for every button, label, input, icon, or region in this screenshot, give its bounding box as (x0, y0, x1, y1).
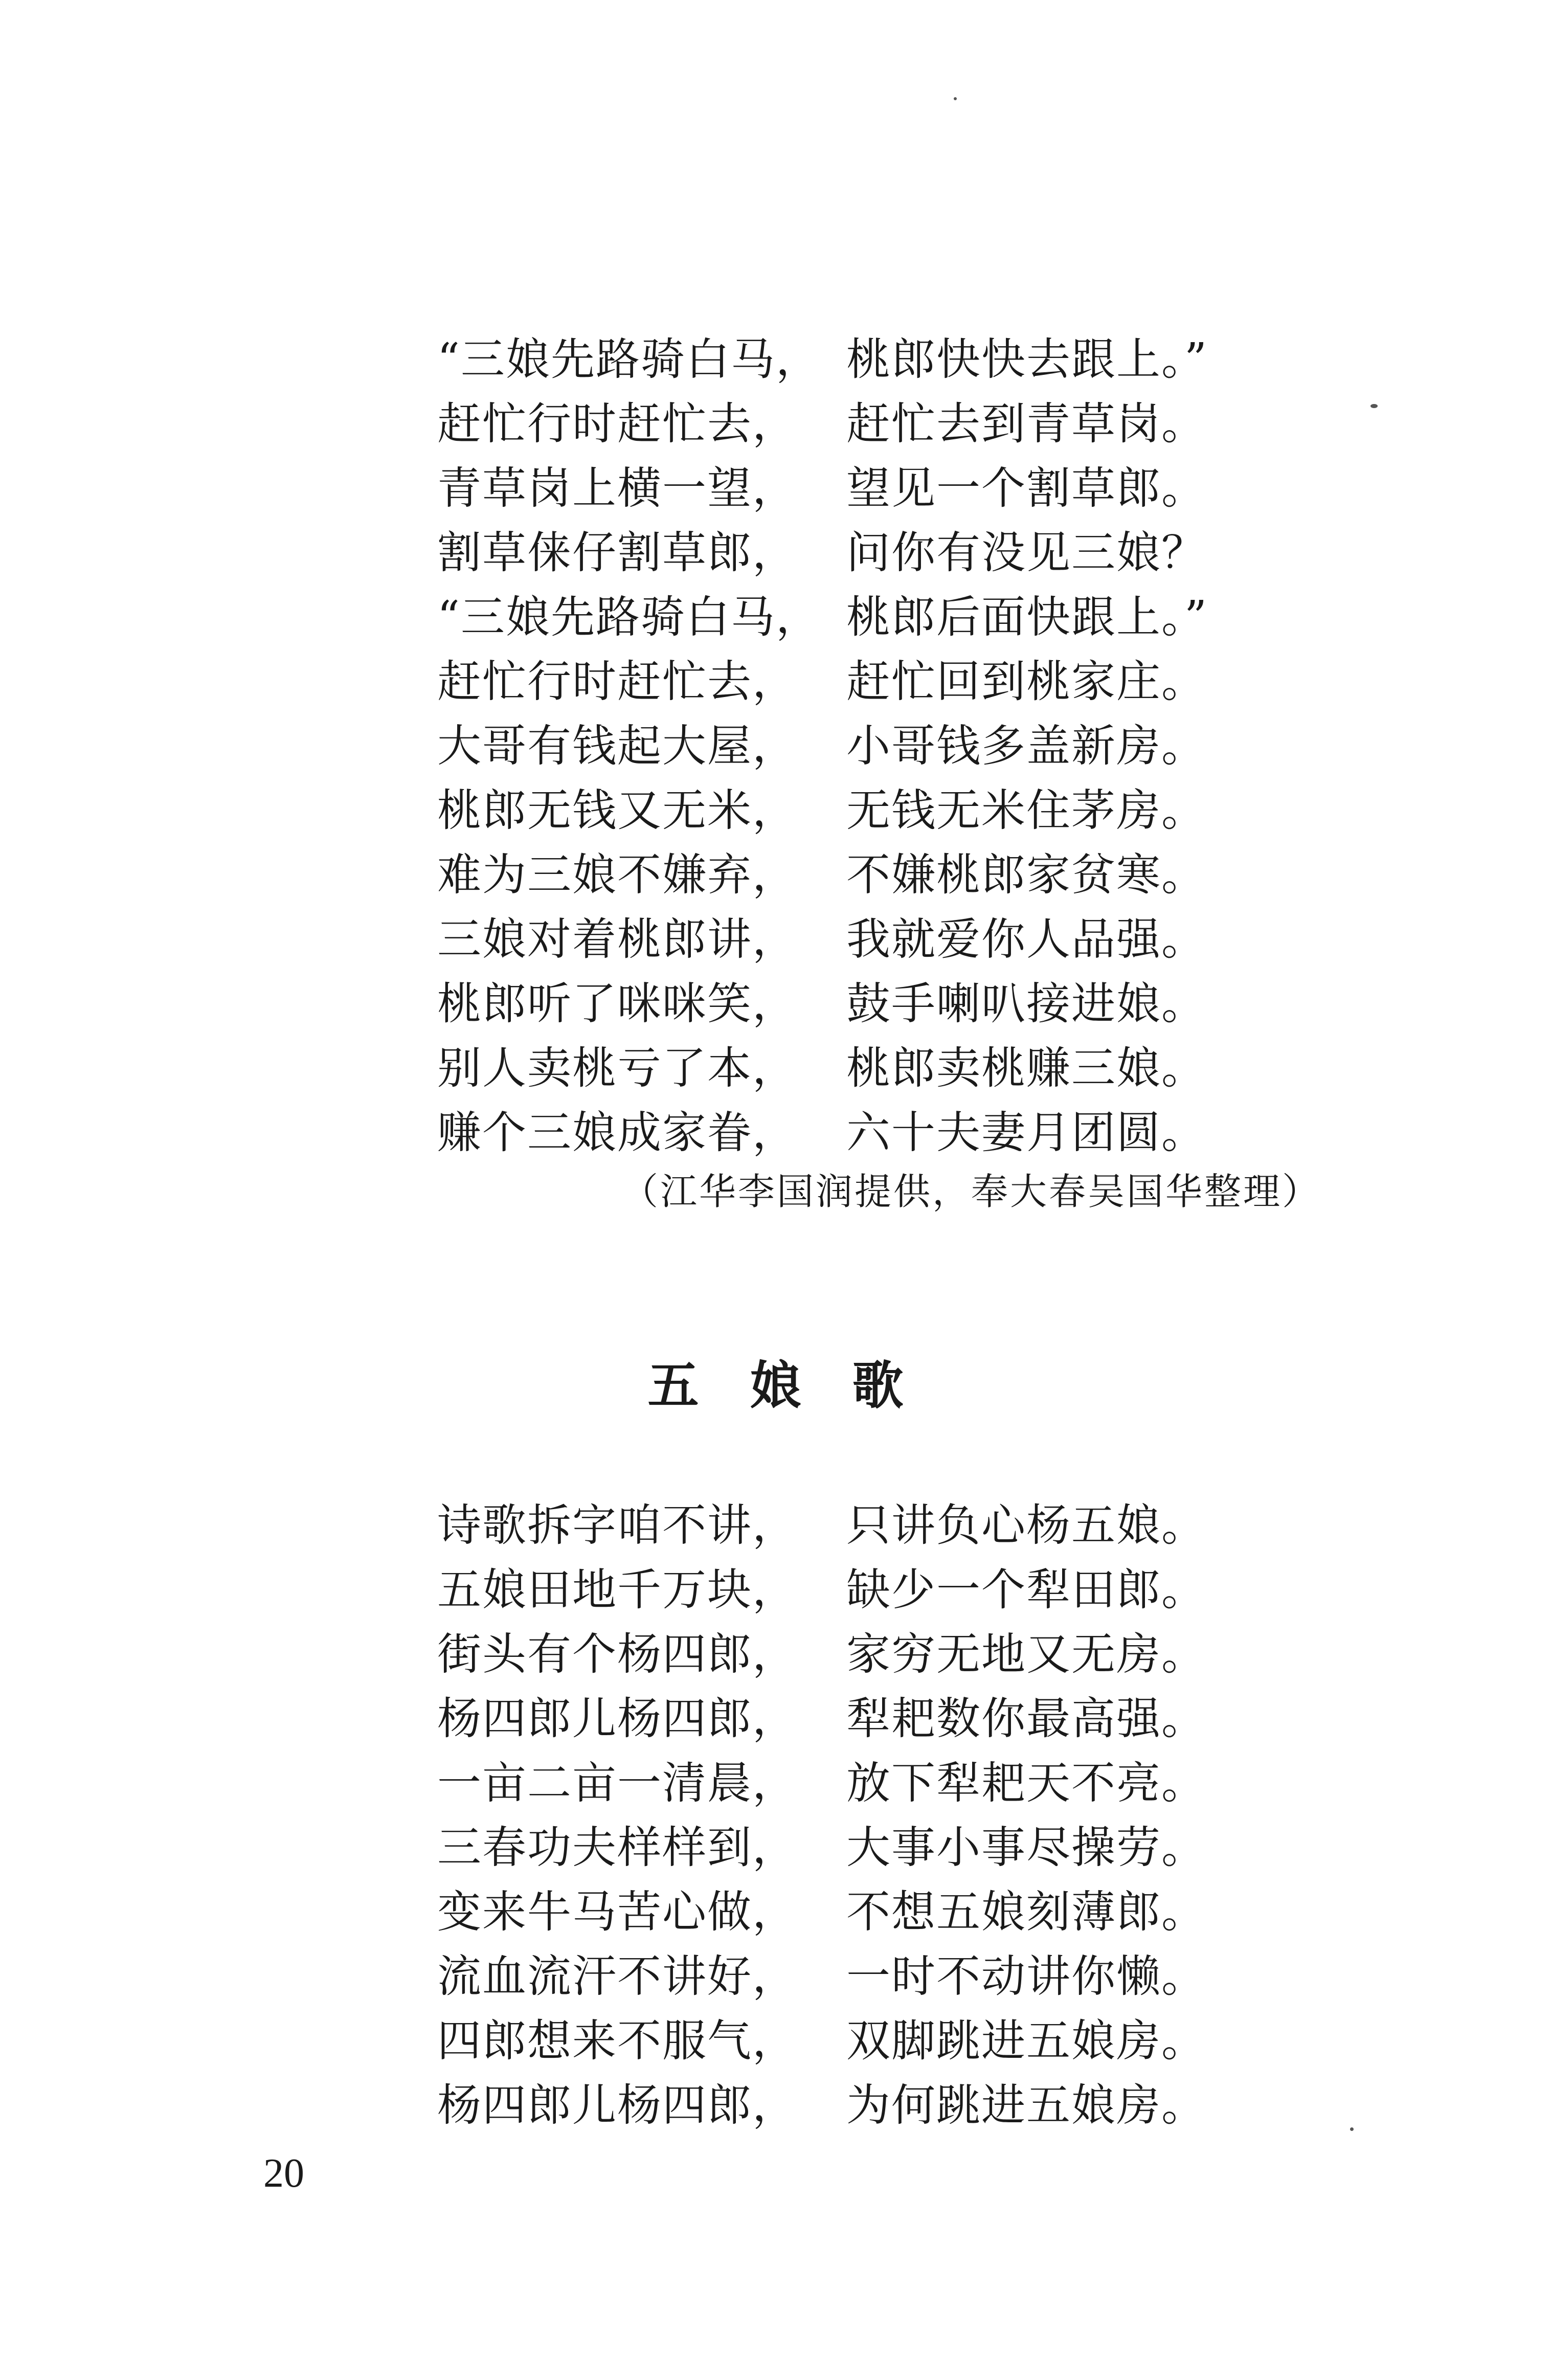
scan-speck (1370, 404, 1378, 408)
verse-second-half: 不嫌桃郎家贫寒。 (846, 849, 1206, 901)
verse-line (0, 2009, 1551, 2073)
verse-second-half: 放下犁耙天不亮。 (846, 1758, 1206, 1809)
verse-second-half: 桃郎卖桃赚三娘。 (846, 1043, 1206, 1094)
verse-second-half: 桃郎快快去跟上。” (846, 334, 1208, 385)
verse-first-half: “三娘先路骑白马， (437, 334, 821, 385)
verse-second-half: 六十夫妻月团圆。 (846, 1107, 1206, 1158)
verse-second-half: 缺少一个犁田郎。 (846, 1564, 1206, 1615)
verse-line (0, 1815, 1551, 1880)
verse-second-half: 赶忙去到青草岗。 (846, 398, 1206, 450)
verse-second-half: 为何跳进五娘房。 (846, 2080, 1206, 2131)
verse-second-half: 我就爱你人品强。 (846, 914, 1206, 965)
verse-first-half: “三娘先路骑白马， (437, 592, 821, 643)
verse-line (0, 1944, 1551, 2009)
verse-second-half: 不想五娘刻薄郎。 (846, 1887, 1206, 1938)
verse-second-half: 犁耙数你最高强。 (846, 1693, 1206, 1744)
verse-line (0, 1493, 1551, 1558)
verse-second-half: 家穷无地又无房。 (846, 1629, 1206, 1680)
verse-line (0, 392, 1551, 456)
verse-line (0, 972, 1551, 1036)
verse-line (0, 1687, 1551, 1751)
verse-second-half: 赶忙回到桃家庄。 (846, 656, 1206, 707)
verse-line (0, 2073, 1551, 2138)
verse-first-half: 流血流汗不讲好， (437, 1951, 797, 2002)
verse-first-half: 赶忙行时赶忙去， (437, 656, 797, 707)
verse-line (0, 714, 1551, 778)
verse-line (0, 843, 1551, 907)
verse-line (0, 1036, 1551, 1101)
verse-second-half: 一时不动讲你懒。 (846, 1951, 1206, 2002)
scan-speck (954, 97, 957, 100)
verse-line (0, 778, 1551, 843)
verse-line (0, 456, 1551, 521)
verse-second-half: 小哥钱多盖新房。 (846, 721, 1206, 772)
verse-first-half: 五娘田地千万块， (437, 1564, 797, 1615)
verse-line (0, 1101, 1551, 1165)
verse-first-half: 一亩二亩一清晨， (437, 1758, 797, 1809)
verse-first-half: 青草岗上横一望， (437, 463, 797, 514)
verse-line (0, 1751, 1551, 1815)
verse-line (0, 1880, 1551, 1944)
verse-first-half: 诗歌拆字咱不讲， (437, 1500, 797, 1551)
verse-line (0, 327, 1551, 392)
verse-first-half: 三春功夫样样到， (437, 1822, 797, 1873)
poem-title: 五娘歌 (647, 1356, 955, 1416)
verse-line (0, 521, 1551, 585)
poem-sanniang-verses (0, 327, 1551, 1165)
verse-second-half: 双脚跳进五娘房。 (846, 2015, 1206, 2067)
poem-wuniang-verses (0, 1493, 1551, 2138)
scan-speck (1350, 2127, 1354, 2131)
verse-second-half: 鼓手喇叭接进娘。 (846, 978, 1206, 1029)
verse-first-half: 杨四郎儿杨四郎， (437, 2080, 797, 2131)
verse-line (0, 585, 1551, 649)
verse-second-half: 只讲负心杨五娘。 (846, 1500, 1206, 1551)
verse-first-half: 四郎想来不服气， (437, 2015, 797, 2067)
verse-first-half: 别人卖桃亏了本， (437, 1043, 797, 1094)
verse-second-half: 桃郎后面快跟上。” (846, 592, 1208, 643)
verse-line (0, 1622, 1551, 1687)
verse-first-half: 杨四郎儿杨四郎， (437, 1693, 797, 1744)
verse-second-half: 望见一个割草郎。 (846, 463, 1206, 514)
verse-second-half: 问你有没见三娘？ (846, 527, 1206, 578)
verse-first-half: 割草俫仔割草郎， (437, 527, 797, 578)
verse-first-half: 赶忙行时赶忙去， (437, 398, 797, 450)
verse-first-half: 赚个三娘成家眷， (437, 1107, 797, 1158)
verse-line (0, 1558, 1551, 1622)
verse-second-half: 无钱无米住茅房。 (846, 785, 1206, 836)
verse-first-half: 大哥有钱起大屋， (437, 721, 797, 772)
verse-first-half: 桃郎无钱又无米， (437, 785, 797, 836)
verse-first-half: 桃郎听了咪咪笑， (437, 978, 797, 1029)
verse-first-half: 变来牛马苦心做， (437, 1887, 797, 1938)
verse-first-half: 三娘对着桃郎讲， (437, 914, 797, 965)
poem-credit: （江华李国润提供，奉大春吴国华整理） (621, 1170, 1321, 1213)
page-number: 20 (263, 2151, 304, 2196)
verse-line (0, 649, 1551, 714)
verse-second-half: 大事小事尽操劳。 (846, 1822, 1206, 1873)
verse-first-half: 街头有个杨四郎， (437, 1629, 797, 1680)
verse-first-half: 难为三娘不嫌弃， (437, 849, 797, 901)
verse-line (0, 907, 1551, 972)
